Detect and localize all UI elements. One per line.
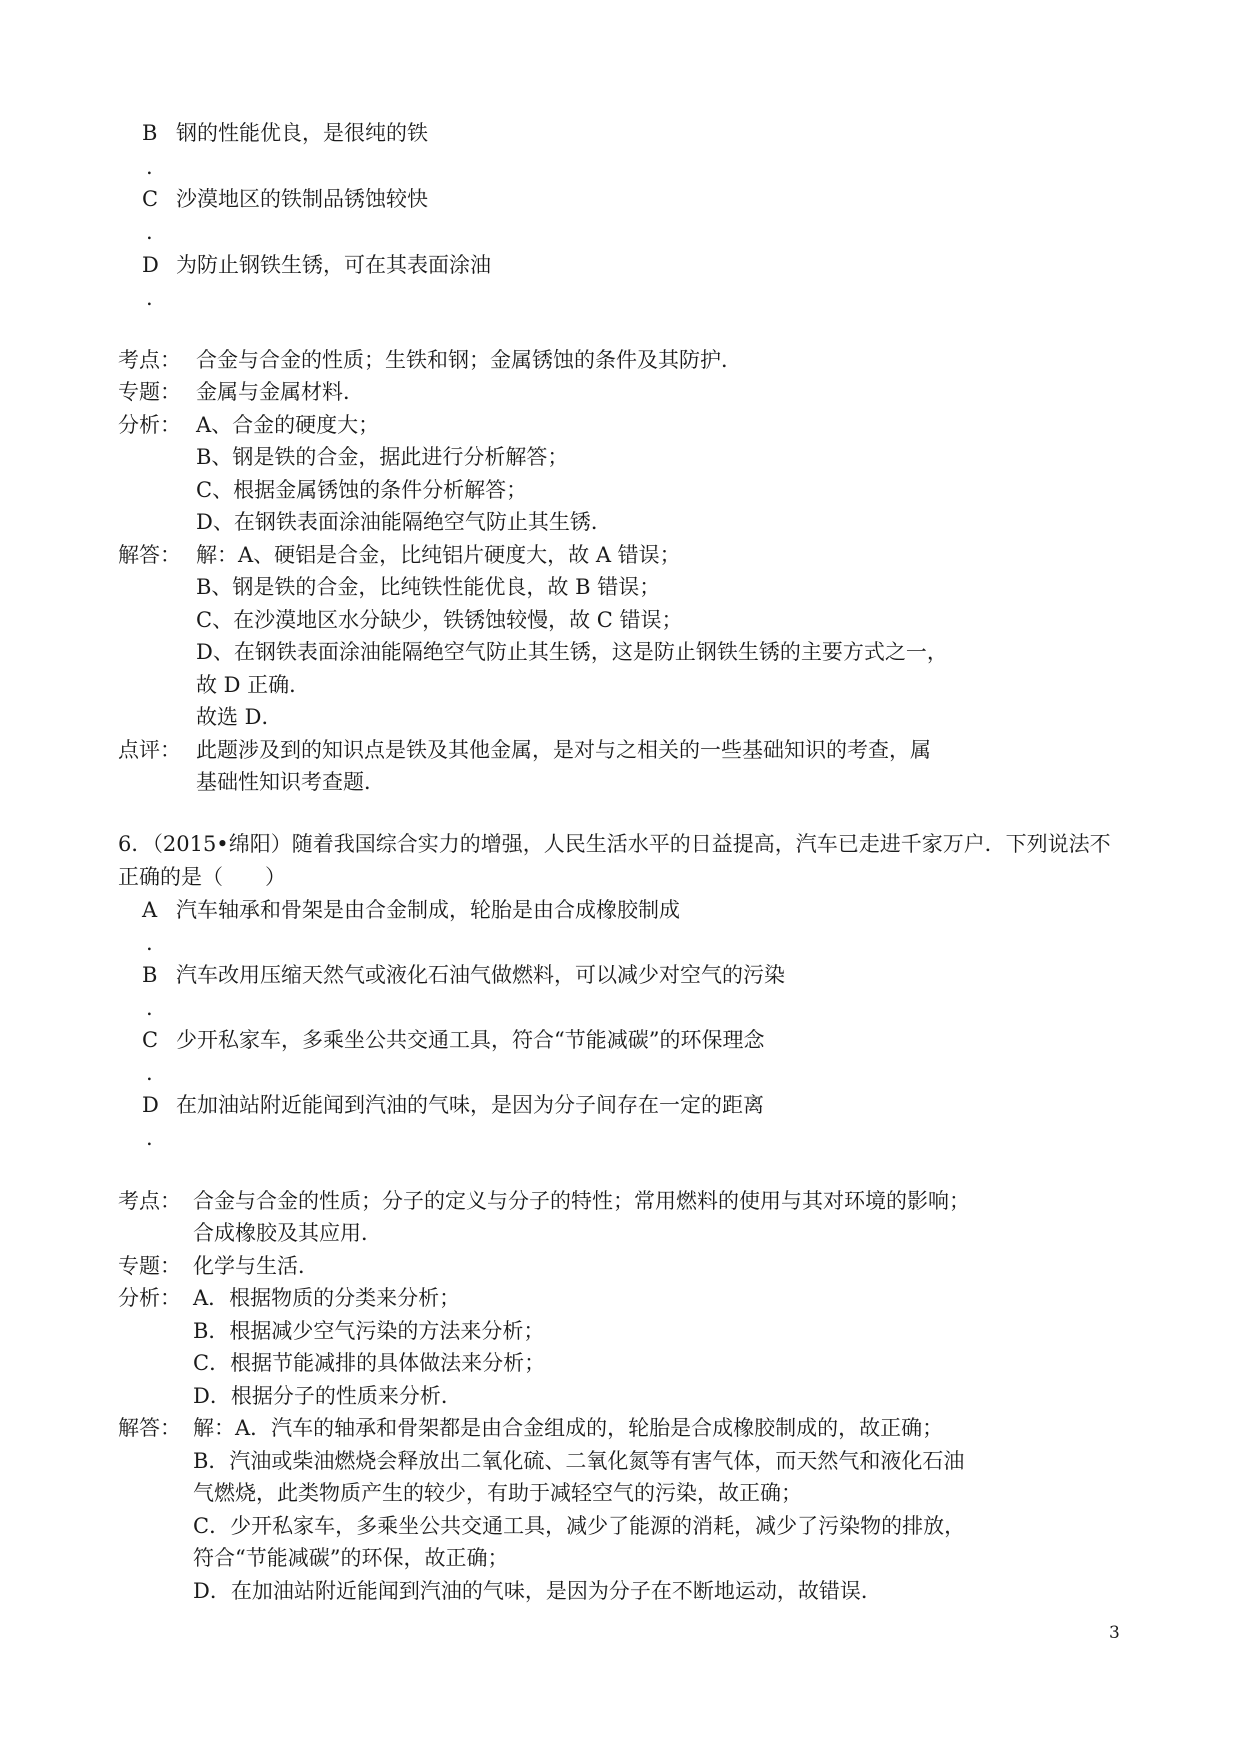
q5-kaodian-text: 合金与合金的性质；生铁和钢；金属锈蚀的条件及其防护． [196, 348, 742, 372]
q6-fenxi-line: A．根据物质的分类来分析； [193, 1286, 461, 1310]
q5-kaodian-label: 考点： [118, 348, 181, 372]
q5-zhuanti-text: 金属与金属材料． [196, 380, 364, 404]
q6-jieda-label: 解答： [118, 1416, 181, 1440]
q6-option-a-text: 汽车轴承和骨架是由合金制成，轮胎是由合成橡胶制成 [176, 898, 680, 922]
q6-option-b-text: 汽车改用压缩天然气或液化石油气做燃料，可以减少对空气的污染 [176, 963, 785, 987]
q6-zhuanti-label: 专题： [118, 1254, 181, 1278]
q5-jieda-line: C、在沙漠地区水分缺少，铁锈蚀较慢，故 C 错误； [196, 608, 683, 632]
q5-jieda-label: 解答： [118, 543, 181, 567]
q6-kaodian-line: 合成橡胶及其应用． [193, 1221, 382, 1245]
q5-jieda-line: 故选 D． [196, 705, 283, 729]
q6-jieda-line: 符合“节能减碳”的环保，故正确； [193, 1546, 509, 1570]
q5-fenxi-line: B、钢是铁的合金，据此进行分析解答； [196, 445, 569, 469]
q6-fenxi-line: B．根据减少空气污染的方法来分析； [193, 1319, 545, 1343]
q6-option-d-dot: . [146, 1126, 153, 1150]
q6-option-c-letter: C [142, 1028, 159, 1052]
q5-jieda-line: B、钢是铁的合金，比纯铁性能优良，故 B 错误； [196, 575, 661, 599]
q6-option-b-dot: . [146, 996, 153, 1020]
q5-option-d-letter: D [142, 253, 159, 277]
page-number: 3 [1109, 1623, 1120, 1643]
q5-fenxi-line: A、合金的硬度大； [196, 413, 380, 437]
q5-option-b-letter: B [142, 121, 158, 145]
q6-option-c-text: 少开私家车，多乘坐公共交通工具，符合“节能减碳”的环保理念 [176, 1028, 765, 1052]
q6-kaodian-label: 考点： [118, 1189, 181, 1213]
q5-option-d-text: 为防止钢铁生锈，可在其表面涂油 [176, 253, 491, 277]
q5-dianping-line: 此题涉及到的知识点是铁及其他金属，是对与之相关的一些基础知识的考查，属 [196, 738, 931, 762]
q6-question-line: 正确的是（ ） [118, 865, 286, 889]
q6-option-a-dot: . [146, 931, 153, 955]
q6-option-d-text: 在加油站附近能闻到汽油的气味，是因为分子间存在一定的距离 [176, 1093, 764, 1117]
q5-dianping-line: 基础性知识考查题． [196, 770, 385, 794]
q6-kaodian-line: 合金与合金的性质；分子的定义与分子的特性；常用燃料的使用与其对环境的影响； [193, 1189, 970, 1213]
q6-jieda-line: 气燃烧，此类物质产生的较少，有助于减轻空气的污染，故正确； [193, 1481, 802, 1505]
q5-option-b-dot: . [146, 155, 153, 179]
q6-fenxi-label: 分析： [118, 1286, 181, 1310]
q6-option-d-letter: D [142, 1093, 159, 1117]
q5-dianping-label: 点评： [118, 738, 181, 762]
q5-jieda-line: 解：A、硬铝是合金，比纯铝片硬度大，故 A 错误； [196, 543, 681, 567]
q6-question-line: 6．（2015•绵阳）随着我国综合实力的增强，人民生活水平的日益提高，汽车已走进千家万户．下列说法不 [118, 832, 1111, 856]
q6-zhuanti-text: 化学与生活． [193, 1254, 319, 1278]
q6-option-c-dot: . [146, 1061, 153, 1085]
q5-option-b-text: 钢的性能优良，是很纯的铁 [176, 121, 428, 145]
q5-option-c-text: 沙漠地区的铁制品锈蚀较快 [176, 187, 428, 211]
q6-option-b-letter: B [142, 963, 158, 987]
q5-jieda-line: D、在钢铁表面涂油能隔绝空气防止其生锈，这是防止钢铁生锈的主要方式之一， [196, 640, 948, 664]
q6-jieda-line: 解：A．汽车的轴承和骨架都是由合金组成的，轮胎是合成橡胶制成的，故正确； [193, 1416, 944, 1440]
q5-fenxi-line: C、根据金属锈蚀的条件分析解答； [196, 478, 528, 502]
q5-zhuanti-label: 专题： [118, 380, 181, 404]
q6-jieda-line: D．在加油站附近能闻到汽油的气味，是因为分子在不断地运动，故错误． [193, 1579, 882, 1603]
q5-option-c-letter: C [142, 187, 159, 211]
q5-jieda-line: 故 D 正确． [196, 673, 311, 697]
q6-fenxi-line: C．根据节能减排的具体做法来分析； [193, 1351, 546, 1375]
q6-jieda-line: C．少开私家车，多乘坐公共交通工具，减少了能源的消耗，减少了污染物的排放， [193, 1514, 966, 1538]
q5-fenxi-label: 分析： [118, 413, 181, 437]
q6-option-a-letter: A [142, 898, 158, 922]
q6-fenxi-line: D．根据分子的性质来分析． [193, 1384, 462, 1408]
q5-option-c-dot: . [146, 220, 153, 244]
q5-fenxi-line: D、在钢铁表面涂油能隔绝空气防止其生锈． [196, 510, 612, 534]
q5-option-d-dot: . [146, 286, 153, 310]
q6-jieda-line: B．汽油或柴油燃烧会释放出二氧化硫、二氧化氮等有害气体，而天然气和液化石油 [193, 1449, 965, 1473]
